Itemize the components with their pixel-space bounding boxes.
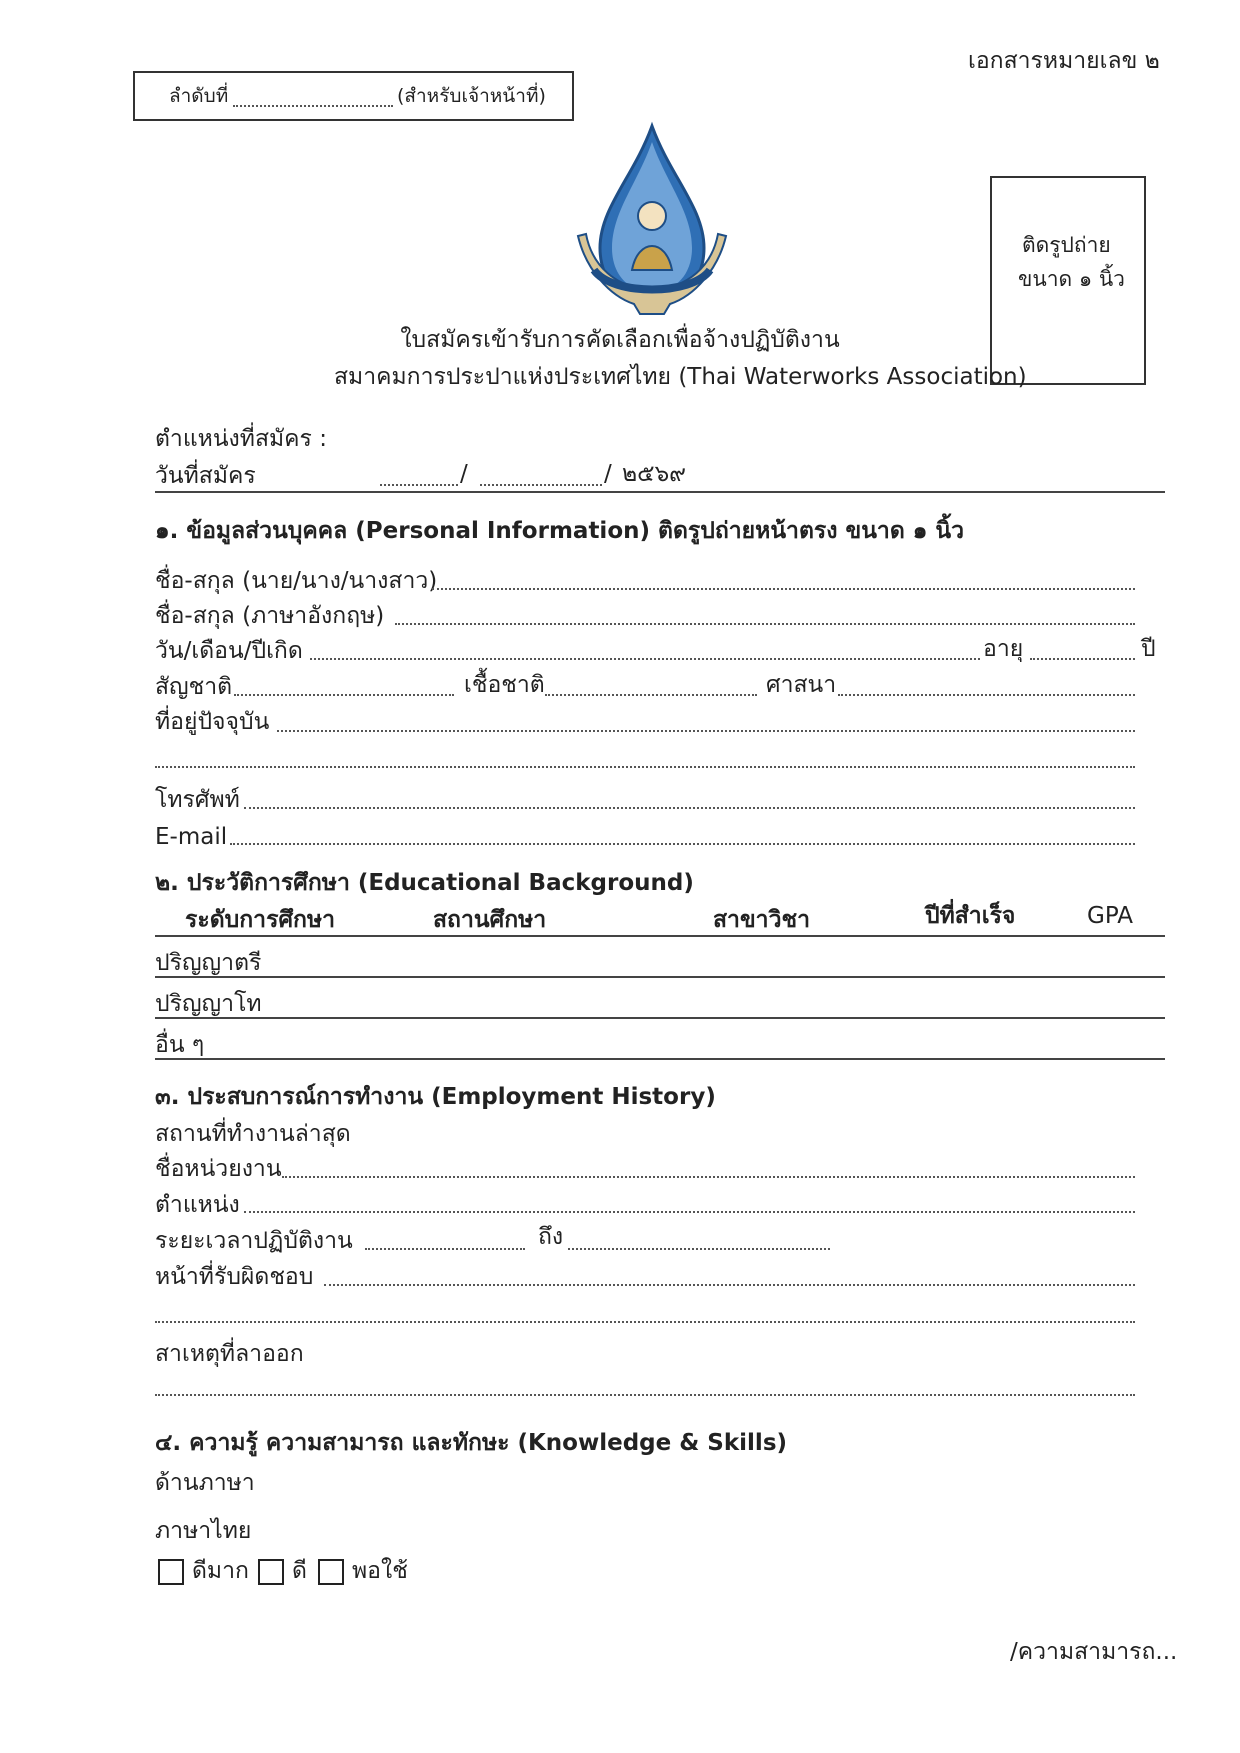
- application-date-label: วันที่สมัคร: [155, 463, 256, 489]
- thai-excellent-label: ดีมาก: [192, 1558, 249, 1584]
- edu-row-master-rule[interactable]: [155, 1017, 1165, 1019]
- ethnicity-label: เชื้อชาติ: [464, 672, 545, 698]
- nationality-field[interactable]: [234, 694, 454, 696]
- latest-workplace-label: สถานที่ทำงานล่าสุด: [155, 1121, 351, 1147]
- edu-header-year: ปีที่สำเร็จ: [925, 903, 1016, 929]
- edu-row-bachelor-rule[interactable]: [155, 976, 1165, 978]
- name-th-field[interactable]: [432, 588, 1135, 590]
- religion-field[interactable]: [838, 694, 1135, 696]
- email-label: E-mail: [155, 824, 228, 850]
- application-year: ๒๕๖๙: [622, 461, 687, 487]
- thai-good-label: ดี: [292, 1558, 307, 1584]
- age-field[interactable]: [1030, 658, 1135, 660]
- position-applied-label: ตำแหน่งที่สมัคร :: [155, 426, 327, 452]
- application-day-field[interactable]: [380, 484, 458, 486]
- work-period-to-field[interactable]: [568, 1248, 830, 1250]
- job-position-field[interactable]: [244, 1211, 1135, 1213]
- address-field-line1[interactable]: [277, 730, 1135, 732]
- thai-language-label: ภาษาไทย: [155, 1518, 252, 1544]
- nationality-label: สัญชาติ: [155, 674, 233, 700]
- photo-box-line1: ติดรูปถ่าย: [1022, 233, 1111, 257]
- edu-row-other: อื่น ๆ: [155, 1032, 205, 1058]
- work-period-from-field[interactable]: [365, 1248, 525, 1250]
- age-label: อายุ: [983, 636, 1024, 662]
- age-unit: ปี: [1141, 636, 1156, 662]
- work-period-label: ระยะเวลาปฏิบัติงาน: [155, 1228, 353, 1254]
- name-th-label: ชื่อ-สกุล (นาย/นาง/นางสาว): [155, 568, 438, 594]
- name-en-field[interactable]: [395, 623, 1135, 625]
- association-emblem-logo: [572, 120, 732, 316]
- application-month-field[interactable]: [480, 484, 602, 486]
- officer-note: (สำหรับเจ้าหน้าที่): [397, 85, 546, 107]
- duty-field-line1[interactable]: [324, 1284, 1135, 1286]
- thai-fair-checkbox[interactable]: [318, 1559, 344, 1585]
- date-separator-1: /: [460, 461, 468, 487]
- job-position-label: ตำแหน่ง: [155, 1192, 240, 1218]
- header-divider: [155, 491, 1165, 493]
- email-field[interactable]: [230, 843, 1135, 845]
- section4-title: ๔. ความรู้ ความสามารถ และทักษะ (Knowledge & Skills): [155, 1430, 788, 1456]
- thai-good-checkbox[interactable]: [258, 1559, 284, 1585]
- name-en-label: ชื่อ-สกุล (ภาษาอังกฤษ): [155, 603, 385, 629]
- section2-title: ๒. ประวัติการศึกษา (Educational Background): [155, 870, 694, 896]
- duty-field-line2[interactable]: [155, 1321, 1135, 1323]
- order-label: ลำดับที่: [169, 85, 229, 107]
- order-number-field[interactable]: [233, 105, 393, 107]
- continue-note: /ความสามารถ...: [1010, 1639, 1178, 1665]
- form-subtitle: สมาคมการประปาแห่งประเทศไทย (Thai Waterworks Association): [334, 364, 1027, 390]
- date-separator-2: /: [604, 461, 612, 487]
- section1-title: ๑. ข้อมูลส่วนบุคคล (Personal Information) ติดรูปถ่ายหน้าตรง ขนาด ๑ นิ้ว: [155, 518, 965, 544]
- form-title: ใบสมัครเข้ารับการคัดเลือกเพื่อจ้างปฏิบัติงาน: [400, 327, 840, 353]
- thai-fair-label: พอใช้: [352, 1558, 408, 1584]
- edu-header-rule: [155, 935, 1165, 937]
- photo-box-line2: ขนาด ๑ นิ้ว: [1018, 267, 1125, 291]
- edu-row-other-rule[interactable]: [155, 1058, 1165, 1060]
- section3-title: ๓. ประสบการณ์การทำงาน (Employment History): [155, 1084, 716, 1110]
- edu-row-bachelor: ปริญญาตรี: [155, 950, 262, 976]
- phone-label: โทรศัพท์: [155, 787, 240, 813]
- language-label: ด้านภาษา: [155, 1470, 255, 1496]
- edu-row-master: ปริญญาโท: [155, 991, 262, 1017]
- phone-field[interactable]: [244, 807, 1135, 809]
- resign-reason-label: สาเหตุที่ลาออก: [155, 1341, 304, 1367]
- org-name-field[interactable]: [282, 1176, 1135, 1178]
- edu-header-level: ระดับการศึกษา: [185, 907, 336, 933]
- ethnicity-field[interactable]: [545, 694, 757, 696]
- dob-label: วัน/เดือน/ปีเกิด: [155, 638, 303, 664]
- dob-field[interactable]: [310, 658, 980, 660]
- thai-excellent-checkbox[interactable]: [158, 1559, 184, 1585]
- edu-header-gpa: GPA: [1087, 903, 1133, 929]
- org-name-label: ชื่อหน่วยงาน: [155, 1156, 282, 1182]
- edu-header-major: สาขาวิชา: [713, 907, 811, 933]
- officer-order-box: [133, 71, 574, 121]
- address-field-line2[interactable]: [155, 766, 1135, 768]
- resign-reason-field[interactable]: [155, 1394, 1135, 1396]
- religion-label: ศาสนา: [766, 672, 837, 698]
- duty-label: หน้าที่รับผิดชอบ: [155, 1264, 314, 1290]
- edu-header-institution: สถานศึกษา: [433, 907, 547, 933]
- document-number: เอกสารหมายเลข ๒: [968, 48, 1160, 74]
- work-period-to-label: ถึง: [538, 1224, 564, 1250]
- address-label: ที่อยู่ปัจจุบัน: [155, 709, 270, 735]
